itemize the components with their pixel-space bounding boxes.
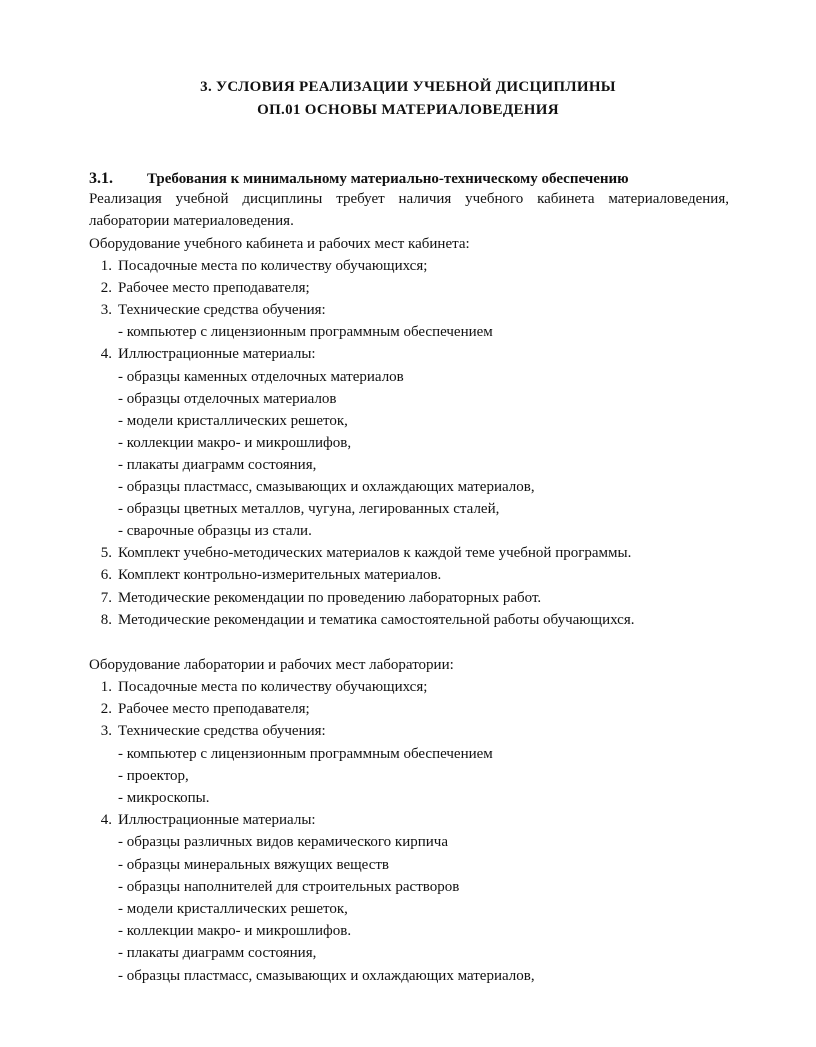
list-item: - модели кристаллических решеток, — [118, 901, 348, 917]
chapter-title: 3. УСЛОВИЯ РЕАЛИЗАЦИИ УЧЕБНОЙ ДИСЦИПЛИНЫ — [200, 79, 616, 95]
section-heading-text: Требования к минимальному материально-техническому обеспечению — [147, 171, 629, 187]
list-item: - образцы каменных отделочных материалов — [118, 368, 404, 385]
list-item: - образцы отделочных материалов — [118, 390, 337, 407]
list-item: Методические рекомендации и тематика самостоятельной работы обучающихся. — [118, 611, 635, 628]
list-item: - коллекции макро- и микрошлифов, — [118, 434, 352, 451]
list-item-number: 2. — [100, 280, 112, 297]
list-item: - сварочные образцы из стали. — [118, 523, 312, 540]
list-item: - образцы различных видов керамического кирпича — [118, 834, 448, 851]
list-item: Технические средства обучения: — [118, 723, 326, 740]
list-item: Рабочее место преподавателя; — [118, 701, 310, 718]
list-item-number: 2. — [100, 701, 112, 718]
list-item: - компьютер с лицензионным программным обеспечением — [118, 745, 493, 762]
discipline-title: ОП.01 ОСНОВЫ МАТЕРИАЛОВЕДЕНИЯ — [257, 102, 559, 118]
section-heading — [89, 170, 629, 188]
list-item: Технические средства обучения: — [118, 302, 326, 319]
list-item: - образцы цветных металлов, чугуна, легированных сталей, — [118, 501, 500, 518]
cabinet-heading: Оборудование учебного кабинета и рабочих мест кабинета: — [89, 236, 470, 252]
intro-paragraph: Реализация учебной дисциплины требует наличия учебного кабинета материаловедения, лаборатории материаловедения. — [89, 191, 729, 229]
list-item-number: 4. — [100, 346, 112, 363]
list-item: Рабочее место преподавателя; — [118, 280, 310, 297]
list-item: - образцы пластмасс, смазывающих и охлаждающих материалов, — [118, 479, 535, 495]
list-item: Комплект учебно-методических материалов к каждой теме учебной программы. — [118, 545, 632, 562]
list-item: Иллюстрационные материалы: — [118, 812, 316, 829]
list-item: - компьютер с лицензионным программным обеспечением — [118, 324, 493, 341]
list-item: Комплект контрольно-измерительных материалов. — [118, 567, 442, 584]
list-item: Посадочные места по количеству обучающихся; — [118, 679, 428, 695]
list-item-number: 6. — [100, 567, 112, 584]
list-item: Посадочные места по количеству обучающихся; — [118, 258, 428, 274]
list-item-number: 7. — [100, 589, 112, 606]
list-item: - микроскопы. — [118, 790, 210, 806]
list-item: Иллюстрационные материалы: — [118, 346, 316, 363]
list-item: - образцы пластмасс, смазывающих и охлаждающих материалов, — [118, 967, 535, 984]
list-item: Методические рекомендации по проведению лабораторных работ. — [118, 589, 542, 606]
list-item-number: 3. — [100, 302, 112, 319]
list-item-number: 3. — [100, 723, 112, 740]
list-item: - коллекции макро- и микрошлифов. — [118, 923, 352, 940]
list-item: - модели кристаллических решеток, — [118, 412, 348, 429]
list-item-number: 5. — [100, 545, 112, 562]
list-item-number: 1. — [100, 679, 112, 695]
lab-heading: Оборудование лаборатории и рабочих мест лаборатории: — [89, 657, 454, 673]
section-number: 3.1. — [89, 170, 113, 187]
list-item: - образцы наполнителей для строительных растворов — [118, 878, 460, 895]
list-item: - образцы минеральных вяжущих веществ — [118, 856, 389, 873]
list-item-number: 8. — [100, 611, 112, 628]
list-item: - плакаты диаграмм состояния, — [118, 456, 317, 473]
list-item: - плакаты диаграмм состояния, — [118, 945, 317, 962]
list-item-number: 1. — [100, 258, 112, 274]
list-item: - проектор, — [118, 767, 189, 784]
list-item-number: 4. — [100, 812, 112, 829]
